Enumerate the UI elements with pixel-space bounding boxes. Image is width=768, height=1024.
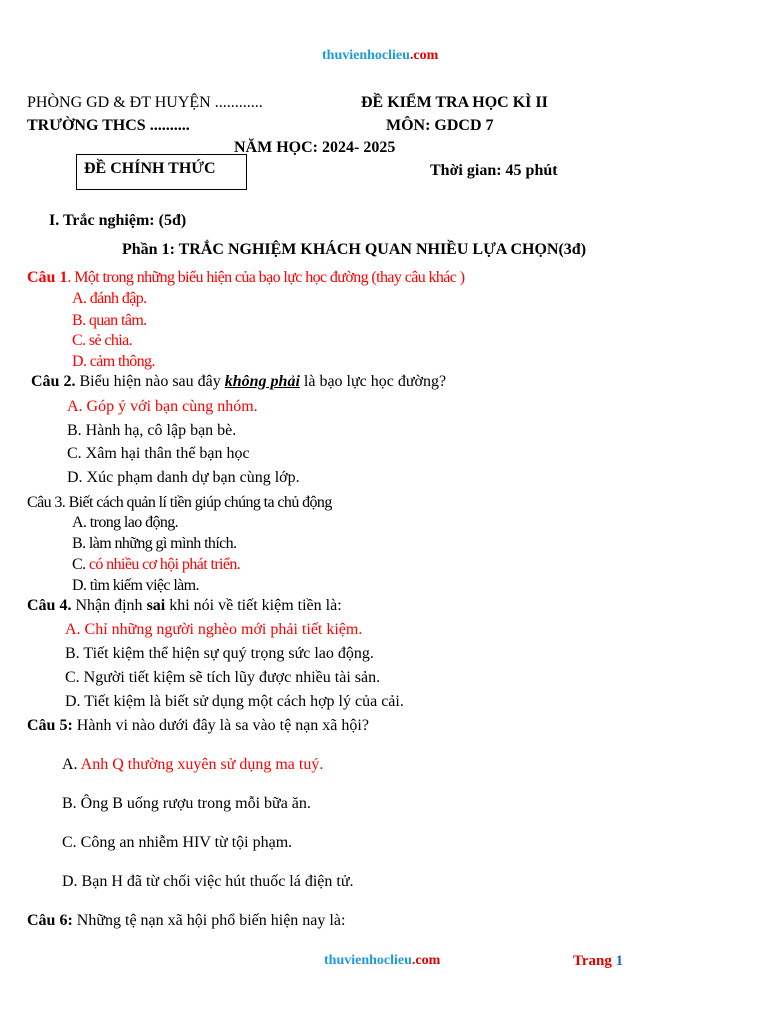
q5-option-a: A. Anh Q thường xuyên sử dụng ma tuý.	[62, 756, 324, 773]
q2-option-b: B. Hành hạ, cô lập bạn bè.	[67, 422, 237, 439]
site-brand-top: thuvienhoclieu.com	[322, 48, 439, 63]
q3-option-b: B. làm những gì mình thích.	[72, 535, 237, 552]
part1-title: Phần 1: TRẮC NGHIỆM KHÁCH QUAN NHIỀU LỰA CHỌN(3đ)	[122, 241, 587, 258]
q1-option-c: C. sẻ chia.	[72, 332, 133, 349]
q3-option-a: A. trong lao động.	[72, 514, 179, 531]
q5-option-b: B. Ông B uống rượu trong mỗi bữa ăn.	[62, 795, 311, 812]
question-4: Câu 4. Nhận định sai khi nói về tiết kiệm tiền là:	[27, 597, 342, 614]
q1-option-a: A. đánh đập.	[72, 290, 147, 307]
q4-option-a: A. Chỉ những người nghèo mới phải tiết kiệm.	[65, 621, 363, 638]
q3-option-c: C. có nhiều cơ hội phát triển.	[72, 556, 241, 573]
section-title: I. Trắc nghiệm: (5đ)	[49, 212, 187, 229]
q1-option-d: D. cảm thông.	[72, 353, 155, 370]
q4-option-c: C. Người tiết kiệm sẽ tích lũy được nhiều tài sản.	[65, 669, 381, 686]
question-6: Câu 6: Những tệ nạn xã hội phổ biến hiện nay là:	[27, 912, 346, 929]
site-brand-footer: thuvienhoclieu.com	[324, 953, 441, 968]
question-5: Câu 5: Hành vi nào dưới đây là sa vào tệ nạn xã hội?	[27, 717, 369, 734]
page-number: Trang 1	[573, 953, 624, 969]
q5-option-c: C. Công an nhiễm HIV từ tội phạm.	[62, 834, 293, 851]
official-label: ĐỀ CHÍNH THỨC	[84, 160, 216, 177]
q1-option-b: B. quan tâm.	[72, 312, 147, 329]
exam-time: Thời gian: 45 phút	[430, 162, 558, 179]
school-year: NĂM HỌC: 2024- 2025	[234, 139, 396, 156]
question-1: Câu 1. Một trong những biểu hiện của bạo lực học đường (thay câu khác )	[27, 269, 465, 286]
question-3: Câu 3. Biết cách quản lí tiền giúp chúng ta chủ động	[27, 494, 332, 511]
q2-option-d: D. Xúc phạm danh dự bạn cùng lớp.	[67, 469, 300, 486]
q2-option-a: A. Góp ý với bạn cùng nhóm.	[67, 398, 258, 415]
q3-option-d: D. tìm kiếm việc làm.	[72, 577, 199, 594]
q4-option-d: D. Tiết kiệm là biết sử dụng một cách hợp lý của cải.	[65, 693, 404, 710]
q5-option-d: D. Bạn H đã từ chối việc hút thuốc lá điện tử.	[62, 873, 354, 890]
school-line: TRƯỜNG THCS ..........	[27, 117, 190, 134]
q2-option-c: C. Xâm hại thân thể bạn học	[67, 445, 250, 462]
department-line: PHÒNG GD & ĐT HUYỆN ............	[27, 94, 263, 111]
subject-line: MÔN: GDCD 7	[386, 117, 494, 134]
exam-title: ĐỀ KIỂM TRA HỌC KÌ II	[361, 94, 548, 111]
question-2: Câu 2. Biểu hiện nào sau đây không phải là bạo lực học đường?	[31, 373, 447, 390]
q4-option-b: B. Tiết kiệm thể hiện sự quý trọng sức lao động.	[65, 645, 374, 662]
